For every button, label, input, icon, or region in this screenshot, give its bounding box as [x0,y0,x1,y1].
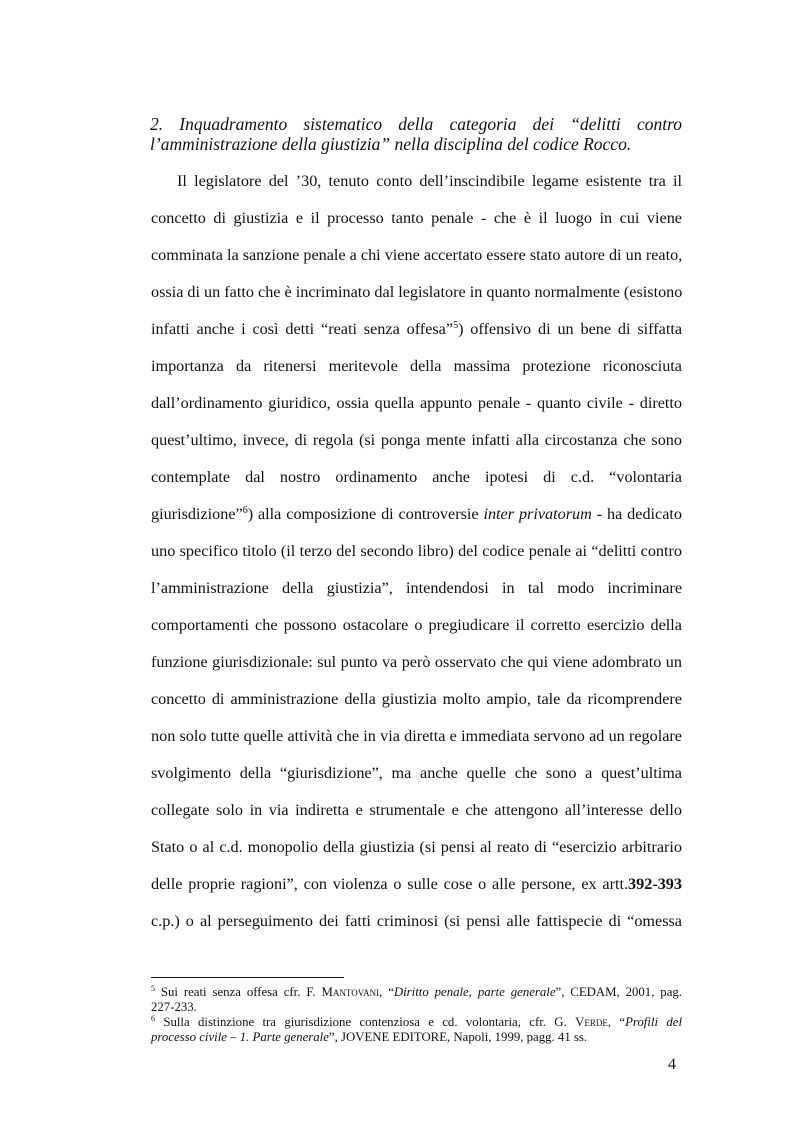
body-line: delle proprie ragioni”, con violenza o sulle cose o alle persone, ex artt.392-393 [151,875,682,893]
footnote-5: $^5$ Sui reati senza offesa cfr. F. Mantovani, “Diritto penale, parte generale”, CEDAM, 2001, pag. [151,984,682,999]
body-line: l’amministrazione della giustizia”, intendendosi in tal modo incriminare [151,579,682,597]
body-line: Stato o al c.d. monopolio della giustizia (si pensi al reato di “esercizio arbitrario [151,838,682,856]
body-line: c.p.) o al perseguimento dei fatti criminosi (si pensi alle fattispecie di “omessa [151,912,682,930]
body-line: non solo tutte quelle attività che in via diretta e immediata servono ad un regolare [151,727,682,745]
body-line: uno specifico titolo (il terzo del secondo libro) del codice penale ai “delitti contro [151,542,682,560]
footnote-ref-6: 6 [242,505,248,516]
body-line: contemplate dal nostro ordinamento anche ipotesi di c.d. “volontaria [151,468,682,486]
heading-line-1: 2. Inquadramento sistematico della categoria dei “delitti contro [150,114,682,134]
body-line: quest’ultimo, invece, di regola (si ponga mente infatti alla circostanza che sono [151,431,682,449]
footnote-6: $^6$ Sulla distinzione tra giurisdizione contenziosa e cd. volontaria, cfr. G. Verde, “Profili del [151,1014,682,1029]
section-heading [150,114,682,154]
footnote-6-cont: processo civile – 1. Parte generale”, JOVENE EDITORE, Napoli, 1999, pagg. 41 ss. [151,1030,588,1044]
body-line: funzione giurisdizionale: sul punto va però osservato che qui viene adombrato un [151,653,682,671]
body-line: Il legislatore del ’30, tenuto conto dell’inscindibile legame esistente tra il [177,172,682,190]
body-line: svolgimento della “giurisdizione”, ma anche quelle che sono a quest’ultima [151,764,682,782]
body-line: comportamenti che possono ostacolare o pregiudicare il corretto esercizio della [151,616,682,634]
body-line: ossia di un fatto che è incriminato dal legislatore in quanto normalmente (esistono [151,283,683,301]
heading-line-2: l’amministrazione della giustizia” nella disciplina del codice Rocco. [150,134,632,154]
footnote-separator [151,977,344,978]
body-line: infatti anche i così detti “reati senza offesa”$^5$) offensivo di un bene di siffatta [151,320,683,338]
page-number: 4 [668,1056,676,1073]
body-line: giurisdizione”$^6$) alla composizione di controversie inter privatorum - ha dedicato [151,505,682,523]
body-line: dall’ordinamento giuridico, ossia quella appunto penale - quanto civile - diretto [151,394,682,412]
footnote-5-cont: 227-233. [151,1000,197,1014]
body-line: concetto di amministrazione della giustizia molto ampio, tale da ricomprendere [151,690,682,708]
footnote-ref-5: 5 [453,320,459,331]
body-line: importanza da ritenersi meritevole della massima protezione riconosciuta [151,357,682,375]
body-line: concetto di giustizia e il processo tanto penale - che è il luogo in cui viene [151,209,682,227]
body-line: comminata la sanzione penale a chi viene accertato essere stato autore di un reato, [151,246,683,264]
body-line: collegate solo in via indiretta e strumentale e che attengono all’interesse dello [151,801,682,819]
footnotes [151,985,682,1045]
